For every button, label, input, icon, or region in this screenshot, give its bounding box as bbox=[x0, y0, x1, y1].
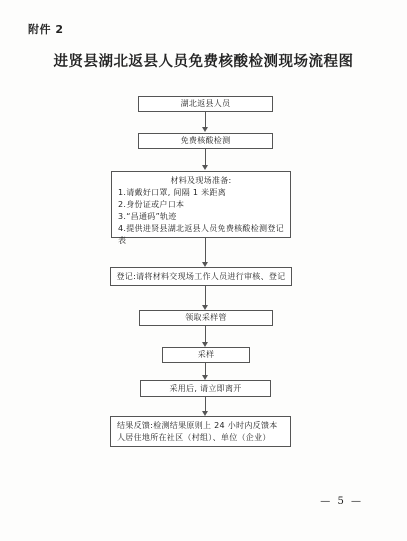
materials-item: 4.提供进贤县湖北返县人员免费核酸检测登记表 bbox=[118, 224, 284, 245]
flow-step-collect-tube-label: 领取采样管 bbox=[185, 313, 227, 322]
page-number: — 5 — bbox=[320, 496, 363, 507]
flow-connector bbox=[205, 286, 206, 306]
flow-step-sampling-label: 采样 bbox=[197, 350, 215, 359]
flow-step-registration bbox=[110, 267, 292, 286]
flow-step-leave-label: 采用后, 请立即离开 bbox=[169, 383, 242, 393]
flow-step-free-test-label: 免费核酸检测 bbox=[180, 136, 231, 145]
flow-connector bbox=[205, 149, 206, 166]
flow-step-leave bbox=[140, 380, 271, 397]
materials-heading: 材料及现场准备: bbox=[170, 176, 232, 185]
flow-step-returnees bbox=[138, 96, 273, 112]
flow-step-registration-label: 登记:请将材料交现场工作人员进行审核、登记 bbox=[116, 271, 286, 281]
flow-step-returnees-label: 湖北返县人员 bbox=[180, 99, 231, 108]
flow-connector bbox=[205, 238, 206, 263]
materials-item: 1.请戴好口罩, 间隔 1 米距离 bbox=[118, 188, 226, 197]
flow-connector bbox=[205, 326, 206, 343]
flow-connector bbox=[205, 112, 206, 128]
attachment-label: 附件 2 bbox=[28, 23, 64, 36]
flow-arrow bbox=[202, 127, 208, 132]
flow-step-collect-tube bbox=[139, 310, 273, 326]
flow-step-result-feedback-label: 结果反馈:检测结果原则上 24 小时内反馈本人居住地所在社区（村组）、单位（企业） bbox=[117, 421, 278, 442]
materials-item: 3.“昌通码”轨迹 bbox=[118, 212, 177, 221]
flow-step-materials bbox=[111, 171, 291, 245]
flow-arrow bbox=[202, 165, 208, 170]
flow-step-sampling bbox=[162, 347, 250, 363]
materials-item: 2.身份证或户口本 bbox=[118, 200, 185, 209]
flow-step-free-test bbox=[138, 133, 273, 149]
page-title: 进贤县湖北返县人员免费核酸检测现场流程图 bbox=[53, 53, 354, 70]
flow-step-result-feedback bbox=[110, 416, 291, 447]
flow-connector bbox=[205, 397, 206, 412]
